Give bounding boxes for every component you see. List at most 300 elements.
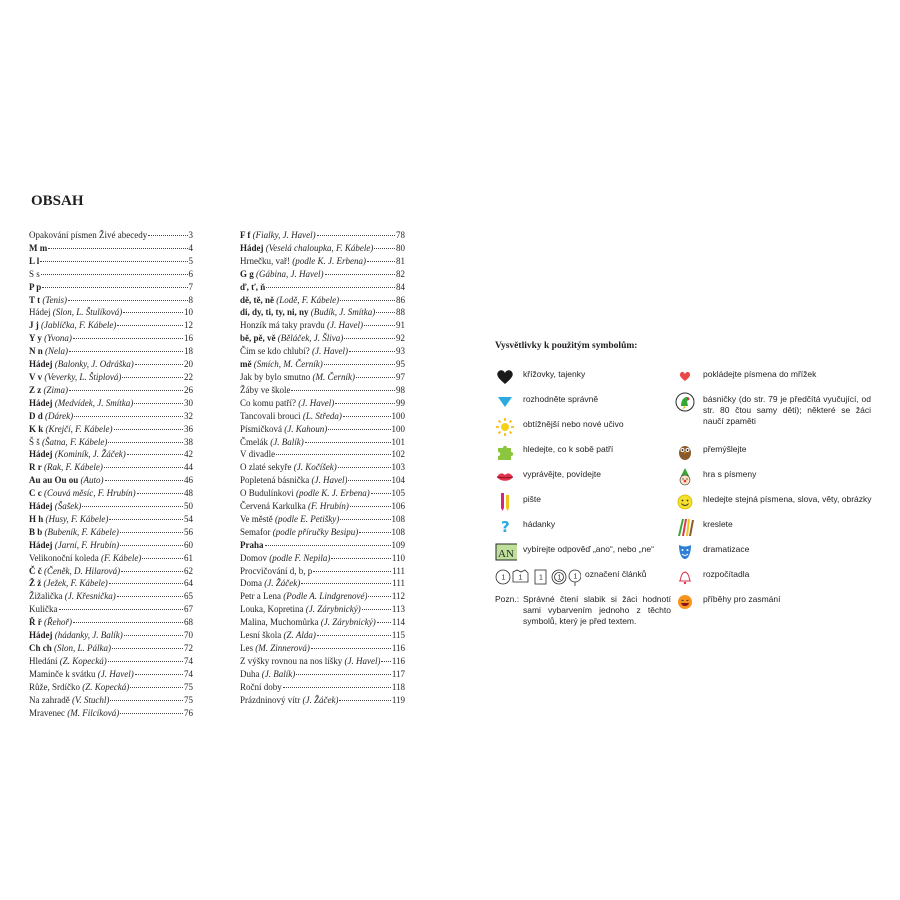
- toc-entry-author: (M. Filcíková): [67, 707, 120, 718]
- toc-entry-text: Z výšky rovnou na nos lišky: [240, 655, 345, 666]
- toc-entry: [29, 616, 193, 629]
- toc-dot-leader: [69, 351, 183, 352]
- toc-entry-bold: Z z: [29, 384, 42, 395]
- toc-entry-author: (Čeněk, D. Hilarová): [44, 565, 121, 576]
- toc-entry-title: [240, 668, 295, 681]
- toc-dot-leader: [104, 467, 183, 468]
- toc-dot-leader: [134, 403, 183, 404]
- toc-entry-bold: B b: [29, 526, 43, 537]
- toc-entry: [29, 436, 193, 449]
- toc-entry-bold: Ž ž: [29, 578, 42, 589]
- toc-entry-author: (Smích, M. Černík): [253, 359, 323, 370]
- toc-entry-title: [240, 384, 290, 397]
- toc-entry-title: [240, 281, 265, 294]
- toc-entry-author: (M. Černík): [312, 371, 356, 382]
- toc-entry-title: [29, 603, 58, 616]
- toc-entry: [29, 281, 193, 294]
- toc-entry-title: [240, 461, 337, 474]
- toc-entry-author: (Slon, L. Štulíková): [52, 307, 123, 318]
- toc-entry-bold: L l: [29, 255, 40, 266]
- toc-entry-title: [29, 500, 81, 513]
- toc-dot-leader: [266, 287, 395, 288]
- toc-entry-bold: Hádej: [29, 449, 53, 460]
- toc-entry-author: (Běláček, J. Šliva): [277, 333, 344, 344]
- toc-page-number: 32: [184, 410, 193, 421]
- toc-entry-author: (Kominík, J. Žáček): [54, 449, 126, 460]
- svg-text:1: 1: [557, 574, 562, 582]
- toc-entry-text: Růže, Srdíčko: [29, 681, 83, 692]
- legend-label: příběhy pro zasmání: [703, 594, 781, 604]
- toc-entry-title: [240, 552, 330, 565]
- toc-page-number: 3: [188, 230, 193, 240]
- toc-entry-title: [29, 655, 107, 668]
- toc-dot-leader: [381, 661, 390, 662]
- toc-entry-bold: K k: [29, 423, 44, 434]
- toc-dot-leader: [368, 596, 390, 597]
- toc-entry: [240, 577, 405, 590]
- toc-page-number: 4: [188, 242, 193, 253]
- legend-label: obtížnější nebo nové učivo: [523, 419, 624, 429]
- legend-label: křížovky, tajenky: [523, 369, 586, 379]
- toc-entry-bold: dě, tě, ně: [240, 294, 274, 305]
- toc-dot-leader: [374, 248, 395, 249]
- toc-entry: [29, 539, 193, 552]
- toc-dot-leader: [109, 583, 183, 584]
- toc-column-left: [29, 229, 193, 719]
- toc-entry-bold: H h: [29, 513, 44, 524]
- svg-text:1: 1: [501, 574, 506, 582]
- toc-dot-leader: [120, 545, 183, 546]
- toc-entry-title: [29, 461, 103, 474]
- toc-page-number: 100: [391, 423, 405, 434]
- toc-entry-author: (J. Zárybnický): [320, 617, 376, 628]
- toc-entry-author: (J. Balík): [261, 668, 296, 679]
- toc-entry-bold: J j: [29, 320, 39, 331]
- toc-entry: [29, 681, 193, 694]
- toc-page-number: 75: [184, 694, 193, 705]
- toc-entry-title: [29, 668, 134, 681]
- toc-dot-leader: [73, 622, 183, 623]
- toc-entry-author: (Slon, L. Pálka): [54, 643, 112, 653]
- toc-entry-author: (hádanky, J. Balík): [54, 630, 123, 641]
- toc-entry: [240, 242, 405, 255]
- article-markers-icon: [495, 567, 581, 587]
- toc-entry-text: O Budulínkovi: [240, 488, 297, 499]
- clown-icon: [675, 467, 695, 487]
- toc-dot-leader: [335, 403, 395, 404]
- toc-entry-title: [240, 410, 342, 423]
- toc-page-number: 5: [188, 255, 193, 266]
- toc-dot-leader: [364, 325, 395, 326]
- toc-entry: [29, 707, 193, 720]
- toc-entry-text: Louka, Kopretina: [240, 604, 306, 615]
- toc-entry-title: [240, 694, 338, 707]
- toc-dot-leader: [117, 596, 183, 597]
- toc-entry-author: (J. Zárybnický): [305, 604, 361, 615]
- toc-page-number: 93: [396, 346, 405, 357]
- toc-entry-title: [29, 242, 47, 255]
- toc-entry-text: Roční doby: [240, 681, 282, 692]
- toc-entry-author: (Dárek): [45, 410, 74, 421]
- toc-page-number: 98: [396, 384, 405, 395]
- toc-dot-leader: [291, 390, 395, 391]
- toc-entry-title: [29, 332, 72, 345]
- toc-entry-author: (L. Středa): [302, 410, 342, 421]
- toc-page-number: 113: [391, 604, 405, 615]
- toc-entry-title: [29, 590, 116, 603]
- toc-entry-author: (Z. Kopecká): [59, 655, 107, 666]
- toc-page-number: 10: [184, 307, 193, 318]
- toc-entry: [240, 448, 405, 461]
- toc-entry-author: (Krejčí, F. Kábele): [45, 423, 113, 434]
- toc-entry: [29, 294, 193, 307]
- toc-page-number: 105: [391, 488, 405, 499]
- toc-entry-author: (V. Stuchl): [71, 694, 110, 705]
- toc-entry: [240, 268, 405, 281]
- toc-page-number: 100: [391, 410, 405, 421]
- toc-dot-leader: [114, 429, 183, 430]
- toc-dot-leader: [130, 687, 183, 688]
- pencil-icon: [495, 492, 515, 512]
- legend-label: rozpočítadla: [703, 569, 750, 579]
- toc-dot-leader: [376, 312, 395, 313]
- toc-dot-leader: [42, 287, 187, 288]
- toc-dot-leader: [296, 674, 391, 675]
- toc-dot-leader: [135, 674, 183, 675]
- toc-entry-title: [240, 448, 275, 461]
- toc-entry-text: O zlaté sekyře: [240, 462, 294, 473]
- toc-entry: [29, 423, 193, 436]
- toc-entry-bold: Hádej: [29, 501, 53, 512]
- toc-entry-text: Mravenec: [29, 707, 68, 718]
- toc-page-number: 102: [391, 449, 405, 460]
- toc-page-number: 116: [391, 643, 405, 653]
- toc-entry-author: (J. Kočíšek): [293, 462, 337, 473]
- toc-page-number: 117: [391, 668, 405, 679]
- toc-entry-author: (podle F. Nepila): [269, 552, 331, 563]
- toc-entry: [29, 500, 193, 513]
- toc-entry-text: Čmelák: [240, 436, 271, 447]
- toc-dot-leader: [348, 480, 390, 481]
- toc-dot-leader: [367, 261, 395, 262]
- toc-entry-author: (Jablíčka, F. Kábele): [41, 320, 117, 331]
- toc-entry: [240, 436, 405, 449]
- toc-page-number: 82: [396, 268, 405, 279]
- laughing-face-icon: [675, 592, 695, 612]
- toc-page-number: 38: [184, 436, 193, 447]
- bell-icon: [675, 567, 695, 587]
- toc-dot-leader: [109, 519, 183, 520]
- toc-page-number: 114: [391, 617, 405, 628]
- toc-entry-title: [29, 268, 40, 281]
- toc-page-number: 75: [184, 681, 193, 692]
- note-label: Pozn.:: [495, 594, 520, 604]
- smiley-icon: [675, 492, 695, 512]
- toc-entry-title: [29, 487, 136, 500]
- toc-entry-title: [240, 436, 304, 449]
- toc-page-number: 68: [184, 617, 193, 628]
- toc-dot-leader: [356, 377, 395, 378]
- toc-entry-author: (Lodě, F. Kábele): [276, 294, 340, 305]
- legend-label: pokládejte písmena do mřížek: [703, 369, 817, 379]
- toc-entry: [240, 358, 405, 371]
- toc-entry-author: (podle příručky Besipu): [272, 526, 359, 537]
- toc-entry-text: Jak by bylo smutno: [240, 371, 313, 382]
- legend-label: básničky (do str. 79 je předčítá vyučující, od str. 80 čtou samy děti); některé se žáci naučí zpaměti: [703, 394, 871, 426]
- toc-dot-leader: [338, 467, 391, 468]
- toc-dot-leader: [325, 274, 396, 275]
- toc-entry: [29, 242, 193, 255]
- toc-entry-author: (J. Balík): [270, 436, 304, 447]
- toc-entry: [240, 487, 405, 500]
- toc-entry-author: (M. Zinnerová): [255, 643, 310, 653]
- toc-entry-author: (J. Havel): [298, 397, 335, 408]
- toc-entry-author: (Husy, F. Kábele): [45, 513, 109, 524]
- toc-entry-text: Žižalička: [29, 591, 65, 602]
- toc-page-number: 8: [188, 294, 193, 305]
- toc-page-number: 110: [391, 552, 405, 563]
- toc-entry-title: [240, 294, 339, 307]
- toc-dot-leader: [135, 364, 183, 365]
- heart-icon: [495, 367, 515, 387]
- toc-entry-bold: F f: [240, 230, 251, 240]
- toc-entry-title: [29, 306, 122, 319]
- toc-entry-text: Honzík má taky pravdu: [240, 320, 327, 331]
- legend-label: hledejte stejná písmena, slova, věty, obrázky: [703, 494, 872, 504]
- toc-entry-author: (J. Havel): [97, 668, 134, 679]
- toc-entry-title: [240, 319, 363, 332]
- toc-entry-author: (Zima): [43, 384, 68, 395]
- toc-entry: [29, 552, 193, 565]
- toc-entry-title: [240, 487, 370, 500]
- toc-page-number: 20: [184, 359, 193, 370]
- toc-page-number: 109: [391, 539, 405, 550]
- toc-dot-leader: [340, 519, 390, 520]
- toc-entry-bold: Hádej: [29, 359, 53, 370]
- toc-entry-title: [240, 565, 312, 578]
- legend-label: přemýšlejte: [703, 444, 747, 454]
- toc-entry-title: [240, 629, 316, 642]
- toc-entry: [29, 461, 193, 474]
- toc-entry-title: [240, 371, 355, 384]
- toc-entry: [29, 358, 193, 371]
- toc-entry-title: [240, 306, 375, 319]
- toc-dot-leader: [74, 416, 183, 417]
- toc-entry: [29, 629, 193, 642]
- toc-entry: [240, 397, 405, 410]
- toc-dot-leader: [344, 338, 395, 339]
- note-text: Správné čtení slabik si žáci hodnotí sami vybarvením jednoho z těchto symbolů, který je před textem.: [523, 594, 671, 626]
- toc-dot-leader: [350, 506, 391, 507]
- toc-entry-bold: Au au Ou ou: [29, 475, 79, 486]
- toc-entry-title: [29, 319, 116, 332]
- toc-entry-text: Lesní škola: [240, 630, 284, 641]
- toc-entry: [29, 332, 193, 345]
- toc-page-number: 86: [396, 294, 405, 305]
- toc-entry-text: Kulička: [29, 604, 58, 615]
- toc-dot-leader: [301, 583, 391, 584]
- toc-entry-text: Velikonoční koleda: [29, 552, 101, 563]
- toc-entry-title: [29, 552, 141, 565]
- toc-page-number: 103: [391, 462, 405, 473]
- toc-column-right: [240, 229, 405, 707]
- toc-page-number: 115: [391, 630, 405, 641]
- toc-entry-author: (J. Kahoun): [284, 423, 328, 434]
- toc-entry: [29, 319, 193, 332]
- toc-entry-title: [29, 448, 126, 461]
- toc-dot-leader: [371, 493, 391, 494]
- toc-entry-bold: Hádej: [29, 630, 53, 641]
- toc-dot-leader: [108, 442, 183, 443]
- toc-entry-text: Malina, Muchomůrka: [240, 617, 321, 628]
- parrot-icon: [675, 392, 695, 412]
- toc-entry-title: [240, 681, 282, 694]
- toc-entry: [240, 332, 405, 345]
- toc-entry-author: (Veverky, L. Štiplová): [44, 371, 122, 382]
- toc-entry-text: V divadle: [240, 449, 276, 460]
- toc-entry-text: Prázdninový vítr: [240, 694, 303, 705]
- toc-dot-leader: [340, 300, 395, 301]
- toc-entry: [240, 552, 405, 565]
- puzzle-icon: [495, 442, 515, 462]
- toc-entry-author: (Auto): [80, 475, 104, 486]
- legend-label: pište: [523, 494, 541, 504]
- toc-entry-text: Procvičování d, b, p: [240, 565, 313, 576]
- toc-entry-title: [240, 513, 339, 526]
- legend-label: vybírejte odpověď „ano“, nebo „ne“: [523, 544, 654, 554]
- toc-entry-text: Co komu patří?: [240, 397, 299, 408]
- toc-dot-leader: [359, 532, 390, 533]
- toc-entry-text: Petr a Lena: [240, 591, 284, 602]
- toc-entry: [29, 255, 193, 268]
- toc-entry-title: [29, 294, 67, 307]
- toc-entry-text: Na zahradě: [29, 694, 72, 705]
- legend-label: dramatizace: [703, 544, 750, 554]
- toc-entry: [240, 500, 405, 513]
- toc-entry-bold: N n: [29, 346, 43, 357]
- toc-entry-title: [29, 423, 113, 436]
- toc-entry: [240, 668, 405, 681]
- legend-label: označení článků: [585, 569, 647, 579]
- toc-entry: [240, 474, 405, 487]
- toc-entry-author: (Gábina, J. Havel): [256, 268, 324, 279]
- toc-dot-leader: [110, 700, 183, 701]
- toc-dot-leader: [73, 338, 183, 339]
- lips-icon: [495, 467, 515, 487]
- toc-entry-title: [29, 255, 39, 268]
- toc-entry-text: Hrnečku, vař!: [240, 255, 293, 266]
- toc-entry-author: (Bubeník, F. Kábele): [44, 526, 119, 537]
- toc-entry: [29, 371, 193, 384]
- toc-entry: [240, 384, 405, 397]
- toc-entry-author: (Ježek, F. Kábele): [43, 578, 108, 589]
- toc-page-number: 44: [184, 462, 193, 473]
- toc-page-number: 81: [396, 255, 405, 266]
- legend-label: kreslete: [703, 519, 733, 529]
- toc-page-number: 30: [184, 397, 193, 408]
- toc-entry-title: [29, 397, 133, 410]
- toc-entry-title: [29, 565, 120, 578]
- toc-entry-author: (Medvídek, J. Smítka): [54, 397, 134, 408]
- toc-dot-leader: [59, 609, 184, 610]
- toc-page-number: 101: [391, 436, 405, 447]
- toc-entry-bold: M m: [29, 242, 48, 253]
- toc-dot-leader: [362, 609, 391, 610]
- toc-entry-text: Duha: [240, 668, 262, 679]
- toc-entry: [29, 603, 193, 616]
- toc-entry-title: [29, 681, 129, 694]
- toc-dot-leader: [317, 635, 391, 636]
- legend-label: hra s písmeny: [703, 469, 757, 479]
- toc-page-number: 72: [184, 643, 193, 653]
- toc-entry: [240, 281, 405, 294]
- toc-entry-title: [29, 577, 108, 590]
- toc-entry: [240, 294, 405, 307]
- toc-entry: [29, 306, 193, 319]
- toc-entry-bold: Hádej: [29, 397, 53, 408]
- toc-entry-bold: P p: [29, 281, 42, 292]
- toc-entry-text: S s: [29, 268, 40, 279]
- toc-page-number: 46: [184, 475, 193, 486]
- toc-dot-leader: [339, 700, 390, 701]
- small-heart-icon: [675, 367, 695, 387]
- legend-label: vyprávějte, povídejte: [523, 469, 601, 479]
- toc-dot-leader: [377, 622, 391, 623]
- toc-page-number: 61: [184, 552, 193, 563]
- toc-entry-author: (J. Křesnička): [64, 591, 116, 602]
- toc-page-number: 95: [396, 359, 405, 370]
- toc-entry-bold: R r: [29, 462, 42, 473]
- toc-entry-author: (Z. Kopecká): [82, 681, 130, 692]
- toc-entry-bold: G g: [240, 268, 254, 279]
- toc-entry-title: [240, 229, 316, 242]
- an-icon: [495, 542, 517, 562]
- toc-entry-text: Ve městě: [240, 513, 275, 524]
- toc-page-number: 48: [184, 488, 193, 499]
- theatre-masks-icon: [675, 542, 695, 562]
- toc-entry-author: (Nela): [45, 346, 69, 357]
- toc-entry-author: (J. Havel): [311, 475, 348, 486]
- toc-page-number: 99: [396, 397, 405, 408]
- crayons-icon: [675, 517, 695, 537]
- toc-entry-title: [240, 255, 366, 268]
- toc-entry-bold: C c: [29, 488, 42, 499]
- toc-page-number: 97: [396, 371, 405, 382]
- toc-dot-leader: [276, 454, 390, 455]
- toc-entry-bold: Hádej: [240, 242, 264, 253]
- toc-entry-title: [240, 397, 334, 410]
- toc-entry: [240, 255, 405, 268]
- toc-page-number: 106: [391, 501, 405, 512]
- toc-entry: [29, 229, 193, 242]
- toc-dot-leader: [328, 429, 390, 430]
- toc-entry-text: Maminče k svátku: [29, 668, 98, 679]
- toc-dot-leader: [40, 261, 187, 262]
- toc-entry-bold: Hádej: [29, 539, 53, 550]
- toc-entry-author: (Fialky, J. Havel): [252, 230, 316, 240]
- toc-entry: [240, 642, 405, 655]
- toc-entry-text: Opakování písmen Živé abecedy: [29, 230, 148, 240]
- toc-entry: [29, 345, 193, 358]
- toc-entry-title: [240, 539, 264, 552]
- toc-entry-author: (J. Havel): [344, 655, 381, 666]
- toc-entry-author: (Tenis): [42, 294, 68, 305]
- toc-entry: [29, 487, 193, 500]
- toc-dot-leader: [41, 274, 188, 275]
- toc-entry: [240, 410, 405, 423]
- toc-entry: [240, 681, 405, 694]
- toc-entry-text: Žáby ve škole: [240, 384, 291, 395]
